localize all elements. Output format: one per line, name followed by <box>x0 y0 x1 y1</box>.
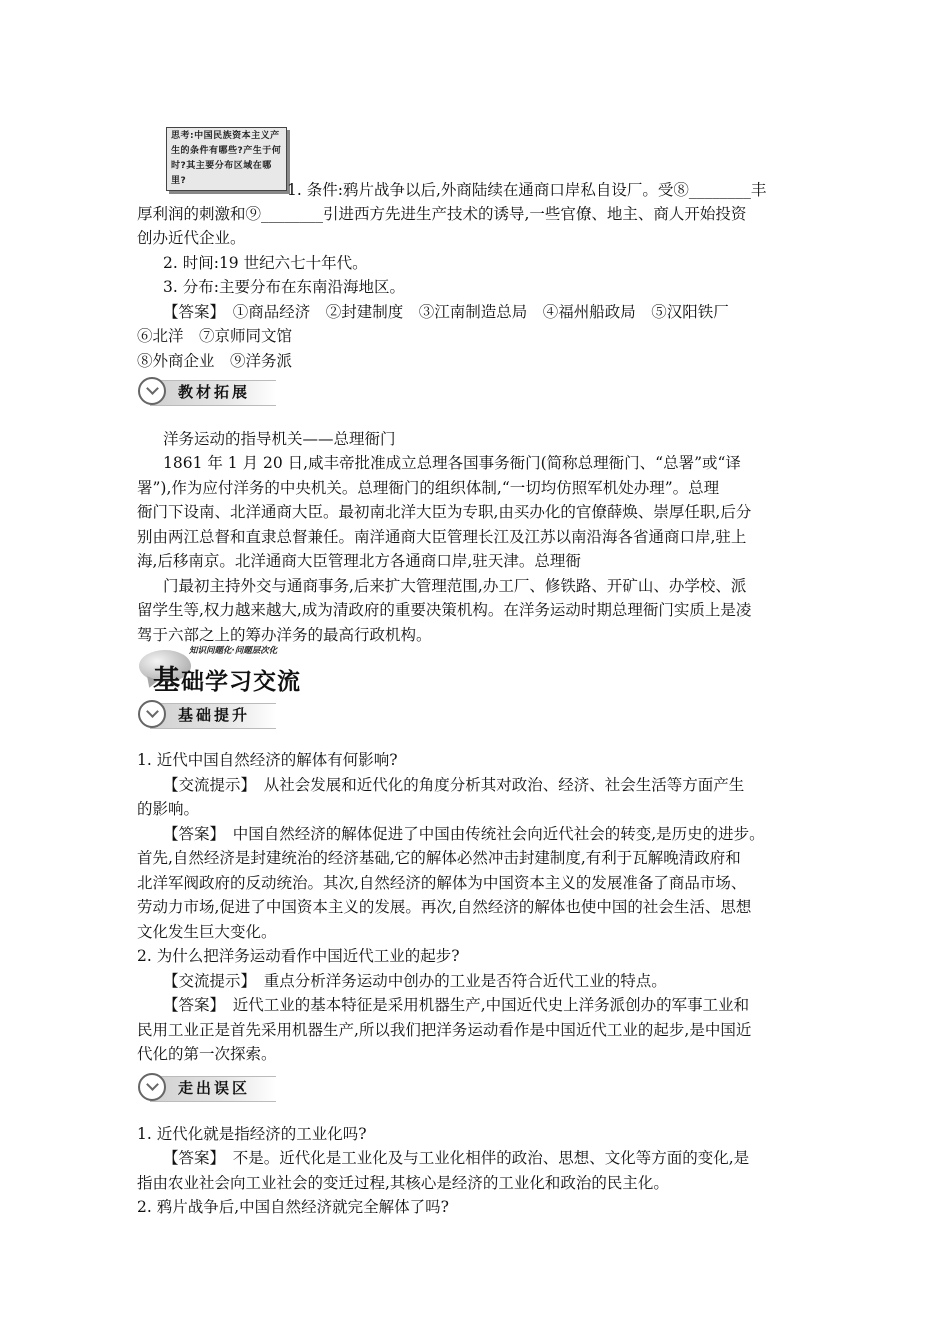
jichu-answer-2-line-2: 民用工业正是首先采用机器生产,所以我们把洋务运动看作是中国近代工业的起步,是中国近 <box>137 1021 752 1039</box>
tag-label: 走出误区 <box>178 1079 251 1097</box>
jiaocai-p1-line-5: 海,后移南京。北洋通商大臣管理北方各通商口岸,驻天津。总理衙 <box>137 552 581 570</box>
section-header-jichu-xuexi-jiaoliu <box>137 644 337 696</box>
zouchu-question-2: 2. 鸦片战争后,中国自然经济就完全解体了吗? <box>137 1198 449 1216</box>
tag-label: 基础提升 <box>178 706 251 724</box>
jichu-question-1: 1. 近代中国自然经济的解体有何影响? <box>137 751 398 769</box>
jichu-hint-1-line-2: 的影响。 <box>137 800 200 818</box>
jiaocai-p1-line-3: 衙门下设南、北洋通商大臣。最初南北洋大臣为专职,由买办化的官僚薛焕、崇厚任职,后分 <box>137 503 752 521</box>
section-title-first-char: 基 <box>153 665 181 696</box>
jiaocai-title: 洋务运动的指导机关——总理衙门 <box>163 430 396 448</box>
jichu-answer-1-line-1: 【答案】 中国自然经济的解体促进了中国由传统社会向近代社会的转变,是历史的进步。 <box>163 825 765 843</box>
chevron-down-icon <box>138 700 166 728</box>
jichu-hint-2: 【交流提示】 重点分析洋务运动中创办的工业是否符合近代工业的特点。 <box>163 972 667 990</box>
jiaocai-p1-line-2: 署”),作为应付洋务的中央机关。总理衙门的组织体制,“一切均仿照军机处办理”。总理 <box>137 479 720 497</box>
condition-line-3: 创办近代企业。 <box>137 229 246 247</box>
chevron-down-icon <box>138 377 166 405</box>
jichu-question-2: 2. 为什么把洋务运动看作中国近代工业的起步? <box>137 947 460 965</box>
tag-zouchu-wuqu <box>138 1073 278 1103</box>
jichu-answer-2-line-3: 代化的第一次探索。 <box>137 1045 277 1063</box>
tag-label: 教材拓展 <box>178 383 251 401</box>
think-box <box>166 127 287 191</box>
jiaocai-p2-line-2: 留学生等,权力越来越大,成为清政府的重要决策机构。在洋务运动时期总理衙门实质上是凌 <box>137 601 752 619</box>
jichu-answer-1-line-4: 劳动力市场,促进了中国资本主义的发展。再次,自然经济的解体也使中国的社会生活、思想 <box>137 898 752 916</box>
condition-line-2: 厚利润的刺激和⑨________引进西方先进生产技术的诱导,一些官僚、地主、商人开始投资 <box>137 205 747 223</box>
jiaocai-p1-line-4: 别由两江总督和直隶总督兼任。南洋通商大臣管理长江及江苏以南沿海各省通商口岸,驻上 <box>137 528 747 546</box>
time-line: 2. 时间:19 世纪六七十年代。 <box>163 254 368 272</box>
condition-line-1: 1. 条件:鸦片战争以后,外商陆续在通商口岸私自设厂。受⑧________丰 <box>287 181 767 199</box>
jiaocai-p2-line-1: 门最初主持外交与通商事务,后来扩大管理范围,办工厂、修铁路、开矿山、办学校、派 <box>163 577 747 595</box>
section-title-rest: 础学习交流 <box>181 669 301 695</box>
jichu-hint-1-line-1: 【交流提示】 从社会发展和近代化的角度分析其对政治、经济、社会生活等方面产生 <box>163 776 745 794</box>
distribution-line: 3. 分布:主要分布在东南沿海地区。 <box>163 278 405 296</box>
zouchu-answer-1-line-2: 指由农业社会向工业社会的变迁过程,其核心是经济的工业化和政治的民主化。 <box>137 1174 669 1192</box>
answer-line-3: ⑧外商企业 ⑨洋务派 <box>137 352 293 370</box>
jichu-answer-1-line-5: 文化发生巨大变化。 <box>137 923 277 941</box>
tag-jichu-tisheng <box>138 700 278 730</box>
jiaocai-p2-line-3: 驾于六部之上的筹办洋务的最高行政机构。 <box>137 626 432 644</box>
think-box-text: 思考:中国民族资本主义产生的条件有哪些?产生于何时?其主要分布区域在哪里? <box>171 131 282 186</box>
jichu-answer-1-line-2: 首先,自然经济是封建统治的经济基础,它的解体必然冲击封建制度,有利于瓦解晚清政府和 <box>137 849 741 867</box>
jichu-answer-2-line-1: 【答案】 近代工业的基本特征是采用机器生产,中国近代史上洋务派创办的军事工业和 <box>163 996 750 1014</box>
chevron-down-icon <box>138 1073 166 1101</box>
answer-line-2: ⑥北洋 ⑦京师同文馆 <box>137 327 293 345</box>
zouchu-answer-1-line-1: 【答案】 不是。近代化是工业化及与工业化相伴的政治、思想、文化等方面的变化,是 <box>163 1149 750 1167</box>
section-subtitle: 知识问题化·问题层次化 <box>189 646 278 656</box>
tag-jiaocai-tuozhan <box>138 377 278 407</box>
section-title <box>153 658 301 697</box>
answer-line-1: 【答案】 ①商品经济 ②封建制度 ③江南制造总局 ④福州船政局 ⑤汉阳铁厂 <box>163 303 729 321</box>
jichu-answer-1-line-3: 北洋军阀政府的反动统治。其次,自然经济的解体为中国资本主义的发展准备了商品市场、 <box>137 874 747 892</box>
zouchu-question-1: 1. 近代化就是指经济的工业化吗? <box>137 1125 367 1143</box>
jiaocai-p1-line-1: 1861 年 1 月 20 日,咸丰帝批准成立总理各国事务衙门(简称总理衙门、“总署”或“译 <box>163 454 741 472</box>
